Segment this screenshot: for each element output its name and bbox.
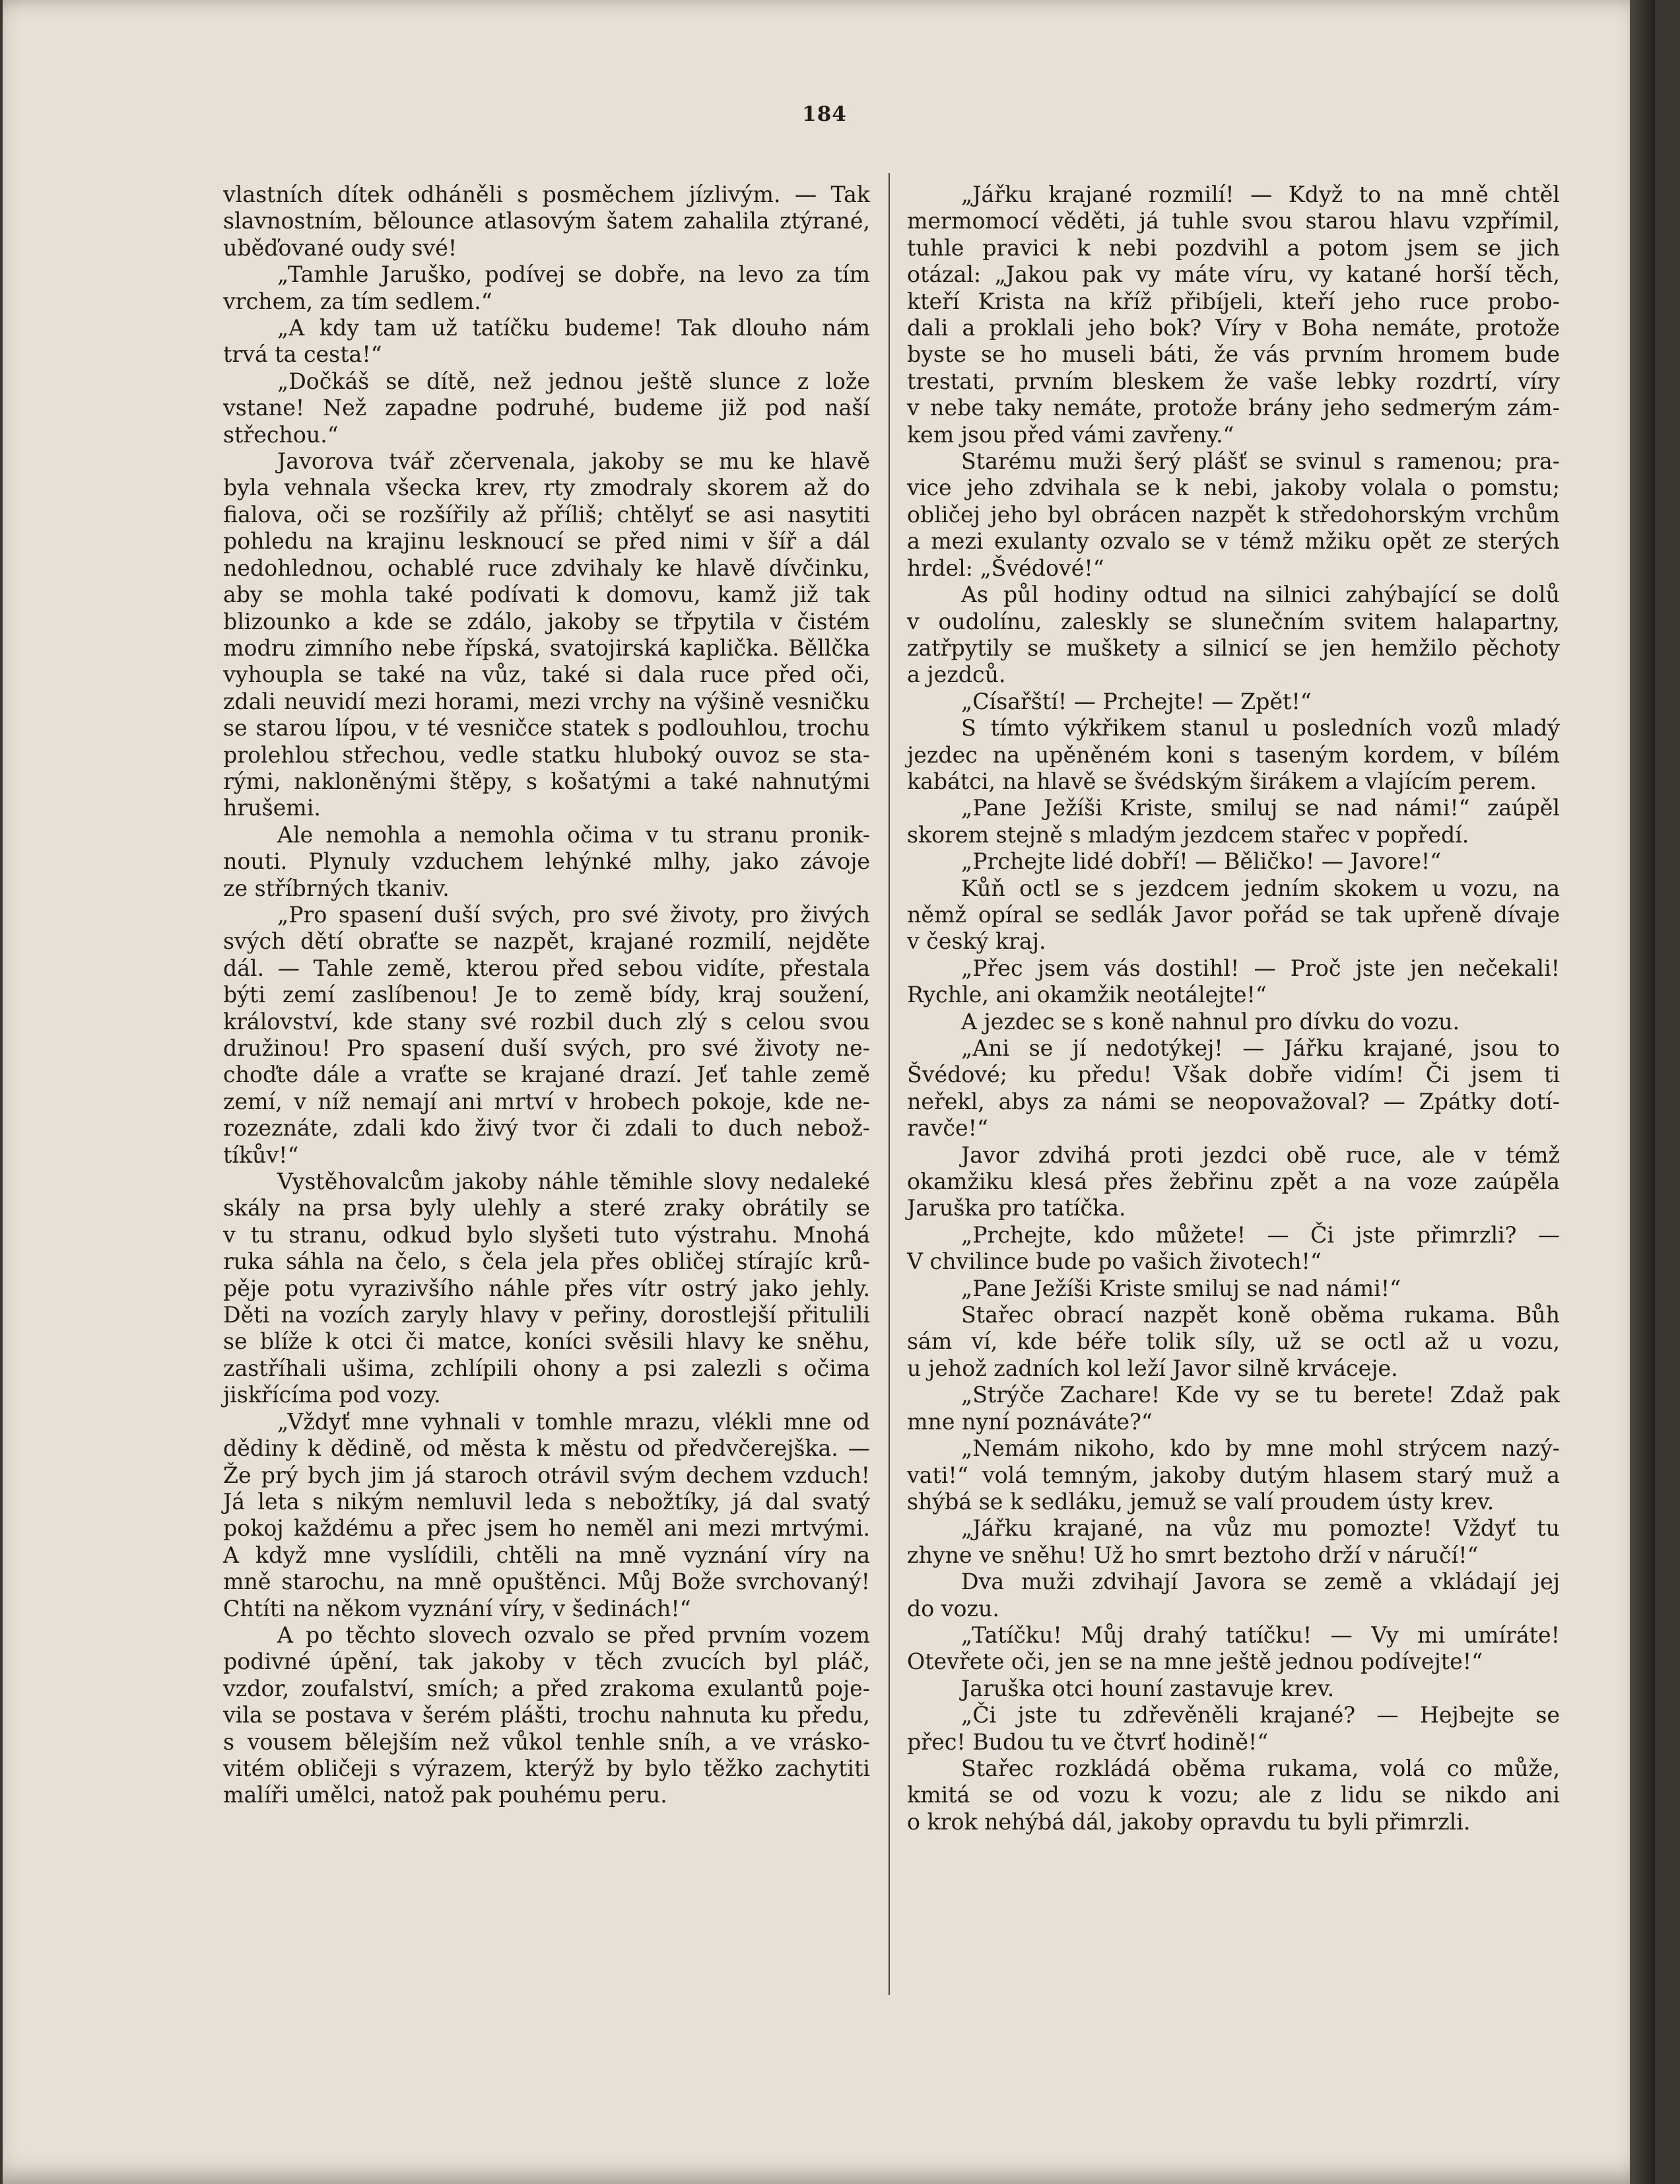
- paragraph: [223, 182, 870, 261]
- text-line: podivné úpění, tak jakoby v těch zvucích byl pláč,: [223, 1649, 870, 1675]
- text-line: „Či jste tu zdřevěněli krajané? — Hejbejte se: [961, 1702, 1560, 1728]
- paragraph: [907, 1142, 1560, 1222]
- paragraph: [223, 261, 870, 315]
- text-line: V chvilince bude po vašich životech!“: [907, 1248, 1322, 1275]
- text-line: Já leta s nikým nemluvil leda s nebožtíky, já dal svatý: [223, 1488, 870, 1515]
- text-line: do vozu.: [907, 1595, 999, 1621]
- text-line: trestati, prvním bleskem že vaše lebky rozdrtí, víry: [907, 368, 1560, 394]
- paragraph: [907, 689, 1560, 715]
- paragraph: [907, 1702, 1560, 1756]
- text-line: „Prchejte, kdo můžete! — Či jste přimrzli? —: [961, 1221, 1560, 1248]
- text-line: jiskřícíma pod vozy.: [223, 1382, 441, 1408]
- text-line: Chtíti na někom vyznání víry, v šedinách!“: [223, 1595, 691, 1621]
- paragraph: [907, 1435, 1560, 1515]
- text-line: družinou! Pro spasení duší svých, pro své životy ne-: [223, 1035, 870, 1061]
- text-line: „Tatíčku! Můj drahý tatíčku! — Vy mi umíráte!: [961, 1621, 1560, 1648]
- text-line: Stařec rozkládá oběma rukama, volá co může,: [961, 1755, 1560, 1781]
- text-line: v nebe taky nemáte, protože brány jeho sedmerým zám-: [907, 395, 1560, 421]
- text-line: mermomocí věděti, já tuhle svou starou hlavu vzpřímil,: [907, 208, 1560, 234]
- text-line: „Císařští! — Prchejte! — Zpět!“: [961, 688, 1312, 714]
- text-line: „Jářku krajané, na vůz mu pomozte! Vždyť tu: [961, 1515, 1560, 1542]
- text-line: Starému muži šerý plášť se svinul s ramenou; pra-: [961, 448, 1560, 475]
- book-page: [3, 0, 1655, 2184]
- text-line: zastříhali ušima, zchlípili ohony a psi zalezli s očima: [223, 1355, 870, 1381]
- text-line: rozeznáte, zdali kdo živý tvor či zdali to duch nebož-: [223, 1115, 870, 1142]
- text-line: býti zemí zaslíbenou! Je to země bídy, kraj soužení,: [223, 982, 870, 1008]
- text-line: Vystěhovalcům jakoby náhle těmihle slovy nedaleké: [277, 1169, 870, 1195]
- text-line: trvá ta cesta!“: [223, 341, 382, 368]
- text-line: se blíže k otci či matce, koníci svěsili hlavy ke sněhu,: [223, 1328, 870, 1355]
- paragraph: [907, 1276, 1560, 1302]
- text-line: „A kdy tam už tatíčku budeme! Tak dlouho nám: [277, 315, 870, 341]
- text-line: kteří Krista na kříž přibíjeli, kteří jeho ruce probo-: [907, 288, 1560, 314]
- text-line: Javor zdvihá proti jezdci obě ruce, ale v témž: [961, 1142, 1560, 1168]
- text-line: pěje potu vyrazivšího náhle přes vítr ostrý jako jehly.: [223, 1275, 870, 1301]
- paragraph: [907, 715, 1560, 795]
- text-line: kem jsou před vámi zavřeny.“: [907, 421, 1234, 448]
- paragraph: [223, 1409, 870, 1622]
- text-line: uběďované oudy své!: [223, 234, 457, 261]
- paragraph: [907, 955, 1560, 1009]
- paragraph: [907, 1569, 1560, 1622]
- paragraph: [907, 1622, 1560, 1676]
- text-line: Ale nemohla a nemohla očima v tu stranu pronik-: [277, 821, 870, 848]
- text-line: Švédové; ku předu! Však dobře vidím! Či jsem ti: [907, 1062, 1560, 1088]
- text-line: nouti. Plynuly vzduchem lehýnké mlhy, jako závoje: [223, 848, 870, 875]
- text-line: nedohlednou, ochablé ruce zdvihaly ke hlavě dívčinku,: [223, 555, 870, 581]
- text-line: a mezi exulanty ozvalo se v témž mžiku opět ze sterých: [907, 528, 1560, 555]
- text-line: ruka sáhla na čelo, s čela jela přes obličej stírajíc krů-: [223, 1248, 870, 1275]
- paragraph: [907, 875, 1560, 955]
- paragraph: [907, 1302, 1560, 1382]
- text-line: s vousem bělejším než vůkol tenhle sníh, a ve vrásko-: [223, 1728, 870, 1755]
- text-line: Otevřete oči, jen se na mne ještě jednou podívejte!“: [907, 1649, 1483, 1675]
- paragraph: [907, 582, 1560, 689]
- paragraph: [223, 368, 870, 448]
- right-column: [907, 182, 1560, 1835]
- text-line: zatřpytily se muškety a silnicí se jen hemžilo pěchoty: [907, 634, 1560, 661]
- text-line: Stařec obrací nazpět koně oběma rukama. Bůh: [961, 1302, 1560, 1328]
- text-line: v oudolínu, zaleskly se slunečním svitem halapartny,: [907, 608, 1560, 634]
- text-line: Kůň octl se s jezdcem jedním skokem u vozu, na: [961, 875, 1560, 901]
- text-line: Rychle, ani okamžik neotálejte!“: [907, 982, 1267, 1008]
- text-line: tuhle pravici k nebi pozdvihl a potom jsem se jich: [907, 234, 1560, 261]
- text-line: „Strýče Zachare! Kde vy se tu berete! Zdaž pak: [961, 1382, 1560, 1408]
- text-line: vice jeho zdvihala se k nebi, jakoby volala o pomstu;: [907, 475, 1560, 501]
- paragraph: [907, 795, 1560, 848]
- text-line: Děti na vozích zaryly hlavy v peřiny, dorostlejší přitulili: [223, 1302, 870, 1328]
- text-line: sám ví, kde béře tolik síly, už se octl až u vozu,: [907, 1328, 1560, 1355]
- text-line: vyhoupla se také na vůz, také si dala ruce před oči,: [223, 662, 870, 688]
- text-line: A jezdec se s koně nahnul pro dívku do vozu.: [961, 1008, 1460, 1035]
- text-line: skorem stejně s mladým jezdcem stařec v popředí.: [907, 821, 1469, 848]
- text-line: a jezdců.: [907, 662, 1006, 688]
- text-line: „Vždyť mne vyhnali v tomhle mrazu, vlékli mne od: [277, 1408, 870, 1435]
- text-line: v tu stranu, odkud bylo slyšeti tuto výstrahu. Mnohá: [223, 1221, 870, 1248]
- text-line: mně starochu, na mně opuštěnci. Můj Bože svrchovaný!: [223, 1569, 870, 1595]
- text-line: malíři umělci, natož pak pouhému peru.: [223, 1782, 667, 1808]
- text-line: o krok nehýbá dál, jakoby opravdu tu byli přimrzli.: [907, 1808, 1471, 1835]
- text-line: byla vehnala všecka krev, rty zmodraly skorem až do: [223, 475, 870, 501]
- text-line: „Nemám nikoho, kdo by mne mohl strýcem nazý-: [961, 1435, 1560, 1462]
- text-line: království, kde stany své rozbil duch zlý s celou svou: [223, 1008, 870, 1035]
- text-line: okamžiku klesá přes žebřinu zpět a na voze zaúpěla: [907, 1169, 1560, 1195]
- paragraph: [907, 848, 1560, 875]
- text-line: ravče!“: [907, 1115, 988, 1142]
- text-line: rými, nakloněnými štěpy, s košatými a také nahnutými: [223, 768, 870, 794]
- column-divider: [889, 173, 890, 1995]
- text-line: Javorova tvář zčervenala, jakoby se mu ke hlavě: [277, 448, 870, 475]
- text-line: modru zimního nebe řípská, svatojirská kaplička. Běllčka: [223, 634, 870, 661]
- text-line: „Dočkáš se dítě, než jednou ještě slunce z lože: [277, 368, 870, 394]
- paragraph: [907, 1676, 1560, 1702]
- text-line: kmitá se od vozu k vozu; ale z lidu se nikdo ani: [907, 1782, 1560, 1808]
- text-line: dál. — Tahle země, kterou před sebou vidíte, přestala: [223, 955, 870, 981]
- text-line: shýbá se k sedláku, jemuž se valí proudem ústy krev.: [907, 1488, 1495, 1515]
- text-line: Že prý bych jim já staroch otrávil svým dechem vzduch!: [223, 1462, 870, 1488]
- text-line: zdali neuvidí mezi horami, mezi vrchy na výšině vesničku: [223, 688, 870, 714]
- text-line: dědiny k dědině, od města k městu od předvčerejška. —: [223, 1435, 870, 1462]
- text-line: Jaruška pro tatíčka.: [907, 1195, 1126, 1221]
- text-line: střechou.“: [223, 421, 339, 448]
- text-line: vstane! Než zapadne podruhé, budeme již pod naší: [223, 395, 870, 421]
- text-line: Dva muži zdvihají Javora se země a vkládají jej: [961, 1569, 1560, 1595]
- text-line: „Pane Ježíši Kriste smiluj se nad námi!“: [961, 1275, 1401, 1301]
- text-line: prolehlou střechou, vedle statku hluboký ouvoz se sta-: [223, 741, 870, 768]
- text-line: svých dětí obraťte se nazpět, krajané rozmilí, nejděte: [223, 928, 870, 955]
- text-line: Jaruška otci houní zastavuje krev.: [961, 1675, 1335, 1701]
- text-line: zemí, v níž nemají ani mrtví v hrobech pokoje, kde ne-: [223, 1088, 870, 1114]
- text-line: němž opíral se sedlák Javor pořád se tak upřeně dívaje: [907, 901, 1560, 928]
- text-line: tíkův!“: [223, 1142, 299, 1168]
- text-line: vila se postava v šerém plášti, trochu nahnuta ku předu,: [223, 1702, 870, 1728]
- text-line: A po těchto slovech ozvalo se před prvním vozem: [277, 1621, 870, 1648]
- paragraph: [223, 1169, 870, 1409]
- text-line: hrušemi.: [223, 795, 321, 821]
- text-line: jezdec na upěněném koni s taseným kordem, v bílém: [907, 741, 1560, 768]
- book-edge-shadow: [1630, 0, 1655, 2184]
- text-line: v český kraj.: [907, 928, 1046, 955]
- text-line: dali a proklali jeho bok? Víry v Boha nemáte, protože: [907, 315, 1560, 341]
- text-line: „Ani se jí nedotýkej! — Jářku krajané, jsou to: [961, 1035, 1560, 1061]
- paragraph: [907, 1009, 1560, 1035]
- text-line: byste se ho museli báti, že vás prvním hromem bude: [907, 341, 1560, 368]
- paragraph: [223, 315, 870, 368]
- text-line: fialova, oči se rozšířily až příliš; chtělyť se asi nasytiti: [223, 501, 870, 528]
- text-line: vlastních dítek odháněli s posměchem jízlivým. — Tak: [223, 182, 870, 207]
- text-line: u jehož zadních kol leží Javor silně krváceje.: [907, 1355, 1398, 1381]
- text-line: „Prchejte lidé dobří! — Běličko! — Javore!“: [961, 848, 1442, 875]
- text-line: neřekl, abys za námi se neopovažoval? — Zpátky dotí-: [907, 1088, 1560, 1114]
- text-line: vati!“ volá temným, jakoby dutým hlasem starý muž a: [907, 1462, 1560, 1488]
- text-line: slavnostním, bělounce atlasovým šatem zahalila ztýrané,: [223, 208, 870, 234]
- text-line: otázal: „Jakou pak vy máte víru, vy katané horší těch,: [907, 261, 1560, 288]
- page-number: 184: [802, 102, 847, 126]
- text-line: pohledu na krajinu lesknoucí se před nimi v šíř a dál: [223, 528, 870, 555]
- text-line: vitém obličeji s výrazem, kterýž by bylo těžko zachytiti: [223, 1755, 870, 1781]
- paragraph: [907, 448, 1560, 582]
- text-line: aby se mohla také podívati k domovu, kamž již tak: [223, 582, 870, 608]
- paragraph: [223, 448, 870, 822]
- text-line: A když mne vyslídili, chtěli na mně vyznání víry na: [223, 1542, 870, 1568]
- text-line: ze stříbrných tkaniv.: [223, 875, 450, 901]
- paragraph: [907, 1222, 1560, 1276]
- text-line: „Pane Ježíši Kriste, smiluj se nad námi!“ zaúpěl: [961, 795, 1560, 821]
- text-line: se starou lípou, v té vesničce statek s podlouhlou, trochu: [223, 715, 870, 741]
- text-line: „Přec jsem vás dostihl! — Proč jste jen nečekali!: [961, 955, 1560, 981]
- text-line: zhyne ve sněhu! Už ho smrt beztoho drží v náručí!“: [907, 1542, 1479, 1568]
- text-line: „Tamhle Jaruško, podívej se dobře, na levo za tím: [277, 261, 870, 288]
- text-line: pokoj každému a přec jsem ho neměl ani mezi mrtvými.: [223, 1515, 870, 1542]
- text-line: „Jářku krajané rozmilí! — Když to na mně chtěl: [961, 182, 1560, 207]
- paragraph: [907, 1382, 1560, 1435]
- text-line: obličej jeho byl obrácen nazpět k středohorským vrchům: [907, 501, 1560, 528]
- text-line: choďte dále a vraťte se krajané drazí. Jeť tahle země: [223, 1062, 870, 1088]
- text-line: blizounko a kde se zdálo, jakoby se třpytila v čistém: [223, 608, 870, 634]
- paragraph: [223, 902, 870, 1169]
- text-line: S tímto výkřikem stanul u posledních vozů mladý: [961, 715, 1560, 741]
- text-line: hrdel: „Švédové!“: [907, 555, 1104, 581]
- paragraph: [907, 1515, 1560, 1569]
- text-line: mne nyní poznáváte?“: [907, 1408, 1153, 1435]
- paragraph: [223, 822, 870, 902]
- text-line: vzdor, zoufalství, smích; a před zrakoma exulantů poje-: [223, 1675, 870, 1701]
- text-line: skály na prsa byly ulehly a steré zraky obrátily se: [223, 1195, 870, 1221]
- paragraph: [907, 1756, 1560, 1835]
- text-line: „Pro spasení duší svých, pro své životy, pro živých: [277, 901, 870, 928]
- paragraph: [223, 1622, 870, 1809]
- paragraph: [907, 1035, 1560, 1142]
- paragraph: [907, 182, 1560, 448]
- text-line: vrchem, za tím sedlem.“: [223, 288, 492, 314]
- text-line: kabátci, na hlavě se švédským širákem a vlajícím perem.: [907, 768, 1537, 794]
- text-line: As půl hodiny odtud na silnici zahýbající se dolů: [961, 582, 1560, 608]
- left-column: [223, 182, 870, 1809]
- text-line: přec! Budou tu ve čtvrť hodině!“: [907, 1728, 1269, 1755]
